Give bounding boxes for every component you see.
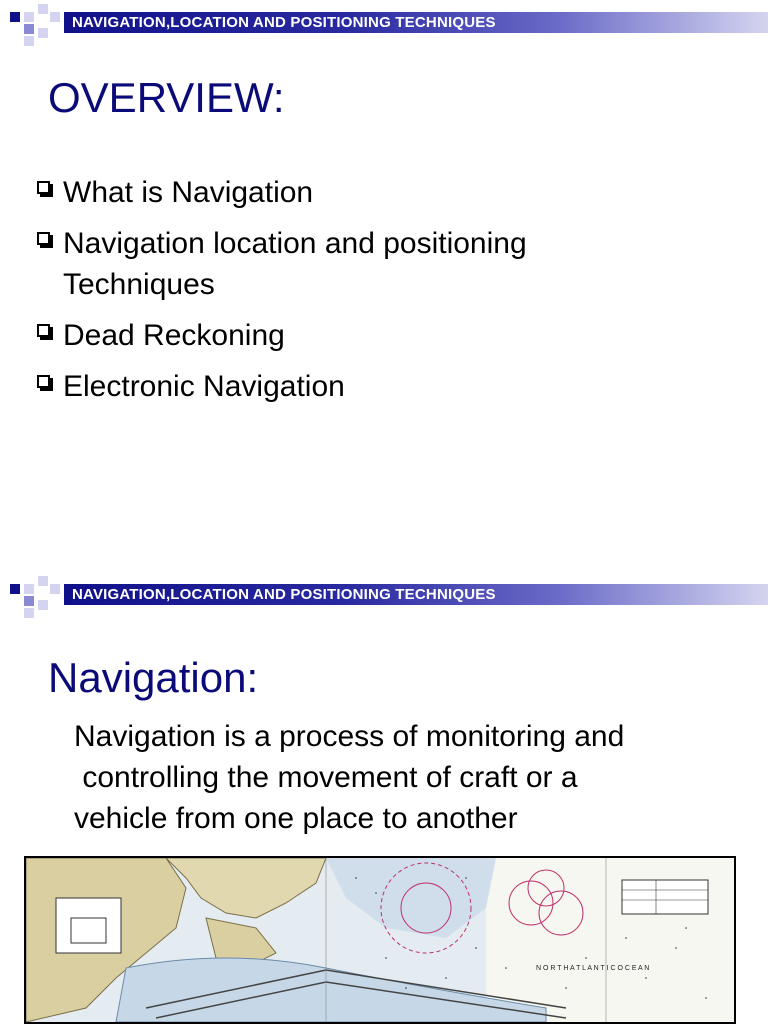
slide-navigation xyxy=(0,572,768,1024)
bullet-label: What is Navigation xyxy=(63,176,314,209)
bullet-item xyxy=(36,223,736,305)
definition-line: vehicle from one place to another xyxy=(74,802,518,835)
logo-squares-icon xyxy=(0,0,64,48)
checkbox-bullet-icon xyxy=(37,181,50,194)
header-bar xyxy=(64,584,768,605)
definition-text xyxy=(74,716,734,839)
bullet-label: Electronic Navigation xyxy=(63,370,345,403)
checkbox-bullet-icon xyxy=(37,324,50,337)
header-title: NAVIGATION,LOCATION AND POSITIONING TECHNIQUES xyxy=(72,14,496,31)
bullet-list xyxy=(36,172,736,417)
nautical-chart-image xyxy=(24,856,736,1024)
checkbox-bullet-icon xyxy=(37,375,50,388)
checkbox-bullet-icon xyxy=(37,232,50,245)
nautical-chart-svg xyxy=(26,858,734,1022)
header-bar xyxy=(64,12,768,33)
bullet-item xyxy=(36,315,736,356)
slide-title: OVERVIEW: xyxy=(48,74,285,121)
slide-title: Navigation: xyxy=(48,654,259,701)
bullet-item xyxy=(36,172,736,213)
header-title: NAVIGATION,LOCATION AND POSITIONING TECHNIQUES xyxy=(72,586,496,603)
bullet-label: Dead Reckoning xyxy=(63,319,285,352)
logo-squares-icon xyxy=(0,572,64,620)
ocean-label: N O R T H A T L A N T I C O C E A N xyxy=(536,965,650,972)
definition-line: Navigation is a process of monitoring and xyxy=(74,720,625,753)
bullet-label-line: Navigation location and positioning xyxy=(63,227,527,260)
bullet-item xyxy=(36,366,736,407)
definition-line: controlling the movement of craft or a xyxy=(74,761,578,794)
bullet-label-line: Techniques xyxy=(63,268,215,301)
